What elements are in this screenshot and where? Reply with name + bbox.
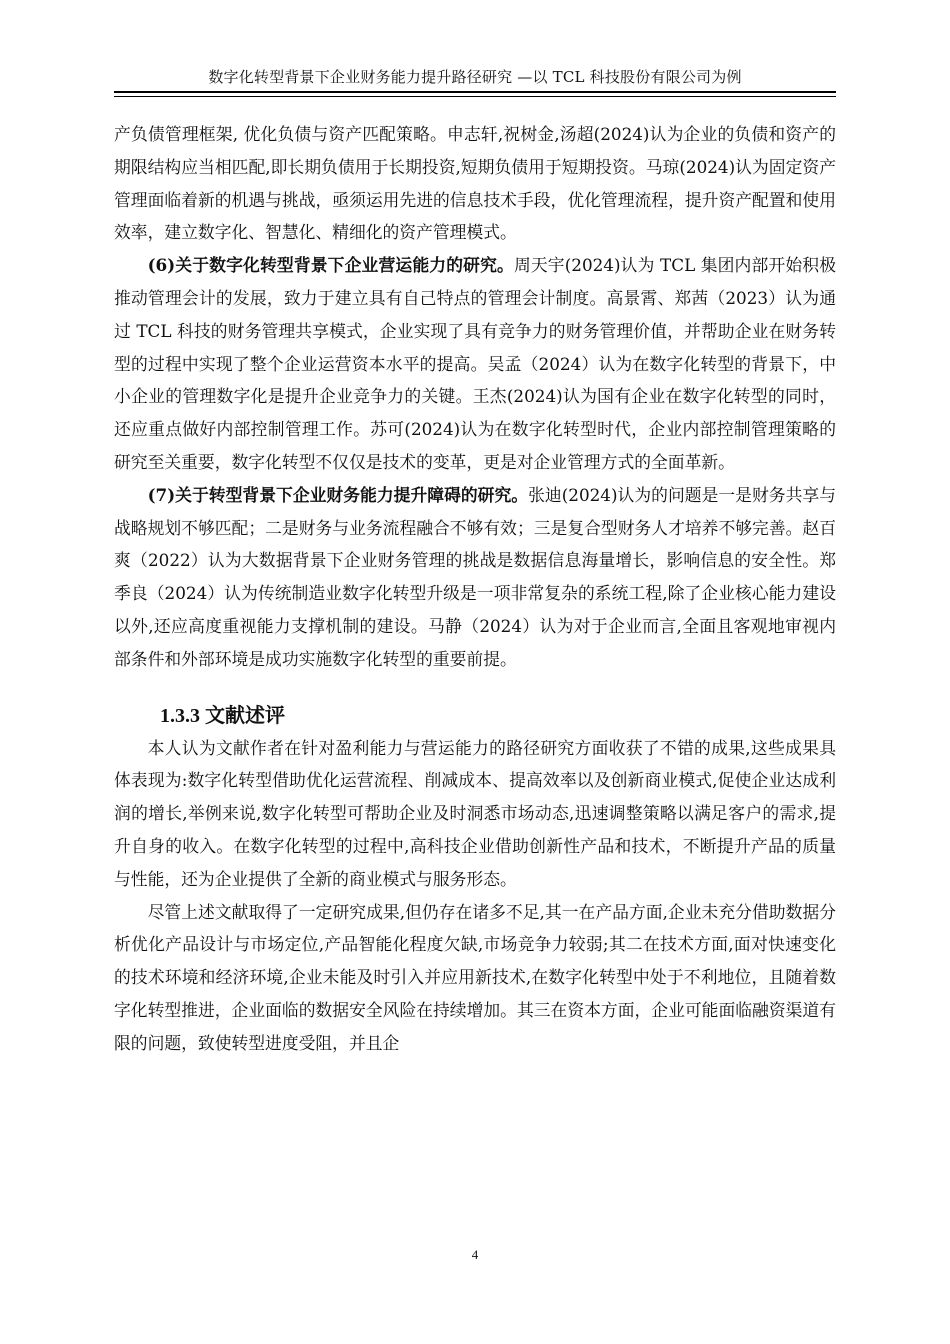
page-number: 4 — [471, 1247, 479, 1262]
header-rule-thin — [114, 96, 836, 97]
paragraph-3 — [114, 479, 836, 676]
paragraph-2 — [114, 249, 836, 479]
paragraph-2-body: 周天宇(2024)认为 TCL 集团内部开始积极推动管理会计的发展，致力于建立具有自己特点的管理会计制度。高景霄、郑茜（2023）认为通过 TCL 科技的财务管理共享模式，企业实现了具有竞争力的财务管理价值，并帮助企业在财务转型的过程中实现了整个企业运营资本水平的提高。吴孟（2024）认为在数字化转型的背景下，中小企业的管理数字化是提升企业竞争力的关键。王杰(2024)认为国有企业在数字化转型的同时，还应重点做好内部控制管理工作。苏可(2024)认为在数字化转型时代，企业内部控制管理策略的研究至关重要，数字化转型不仅仅是技术的变革，更是对企业管理方式的全面革新。 — [114, 255, 836, 472]
paragraph-3-lead: (7)关于转型背景下企业财务能力提升障碍的研究。 — [147, 484, 529, 505]
paragraph-2-lead: (6)关于数字化转型背景下企业营运能力的研究。 — [147, 255, 514, 276]
paragraph-5: 尽管上述文献取得了一定研究成果,但仍存在诸多不足,其一在产品方面,企业未充分借助数据分析优化产品设计与市场定位,产品智能化程度欠缺,市场竞争力较弱;其二在技术方面,面对快速变化的技术环境和经济环境,企业未能及时引入并应用新技术,在数字化转型中处于不利地位，且随着数字化转型推进，企业面临的数据安全风险在持续增加。其三在资本方面，企业可能面临融资渠道有限的问题，致使转型进度受阻，并且企 — [114, 901, 836, 1053]
section-heading: 1.3.3 文献述评 — [160, 704, 285, 727]
paragraph-4: 本人认为文献作者在针对盈利能力与营运能力的路径研究方面收获了不错的成果,这些成果具体表现为:数字化转型借助优化运营流程、削减成本、提高效率以及创新商业模式,促使企业达成利润的增长,举例来说,数字化转型可帮助企业及时洞悉市场动态,迅速调整策略以满足客户的需求,提升自身的收入。在数字化转型的过程中,高科技企业借助创新性产品和技术，不断提升产品的质量与性能，还为企业提供了全新的商业模式与服务形态。 — [114, 737, 836, 889]
running-header: 数字化转型背景下企业财务能力提升路径研究 —以 TCL 科技股份有限公司为例 — [208, 68, 742, 86]
paragraph-1: 产负债管理框架, 优化负债与资产匹配策略。申志轩,祝树金,汤超(2024)认为企业的负债和资产的期限结构应当相匹配,即长期负债用于长期投资,短期负债用于短期投资。马琼(2024)认为固定资产管理面临着新的机遇与挑战，亟须运用先进的信息技术手段，优化管理流程，提升资产配置和使用效率，建立数字化、智慧化、精细化的资产管理模式。 — [114, 124, 836, 243]
paragraph-3-body: 张迪(2024)认为的问题是一是财务共享与战略规划不够匹配；二是财务与业务流程融合不够有效；三是复合型财务人才培养不够完善。赵百爽（2022）认为大数据背景下企业财务管理的挑战是数据信息海量增长，影响信息的安全性。郑季良（2024）认为传统制造业数字化转型升级是一项非常复杂的系统工程,除了企业核心能力建设以外,还应高度重视能力支撑机制的建设。马静（2024）认为对于企业而言,全面且客观地审视内部条件和外部环境是成功实施数字化转型的重要前提。 — [114, 484, 836, 669]
body-text — [114, 118, 836, 1060]
header-rule-thick — [114, 91, 836, 93]
